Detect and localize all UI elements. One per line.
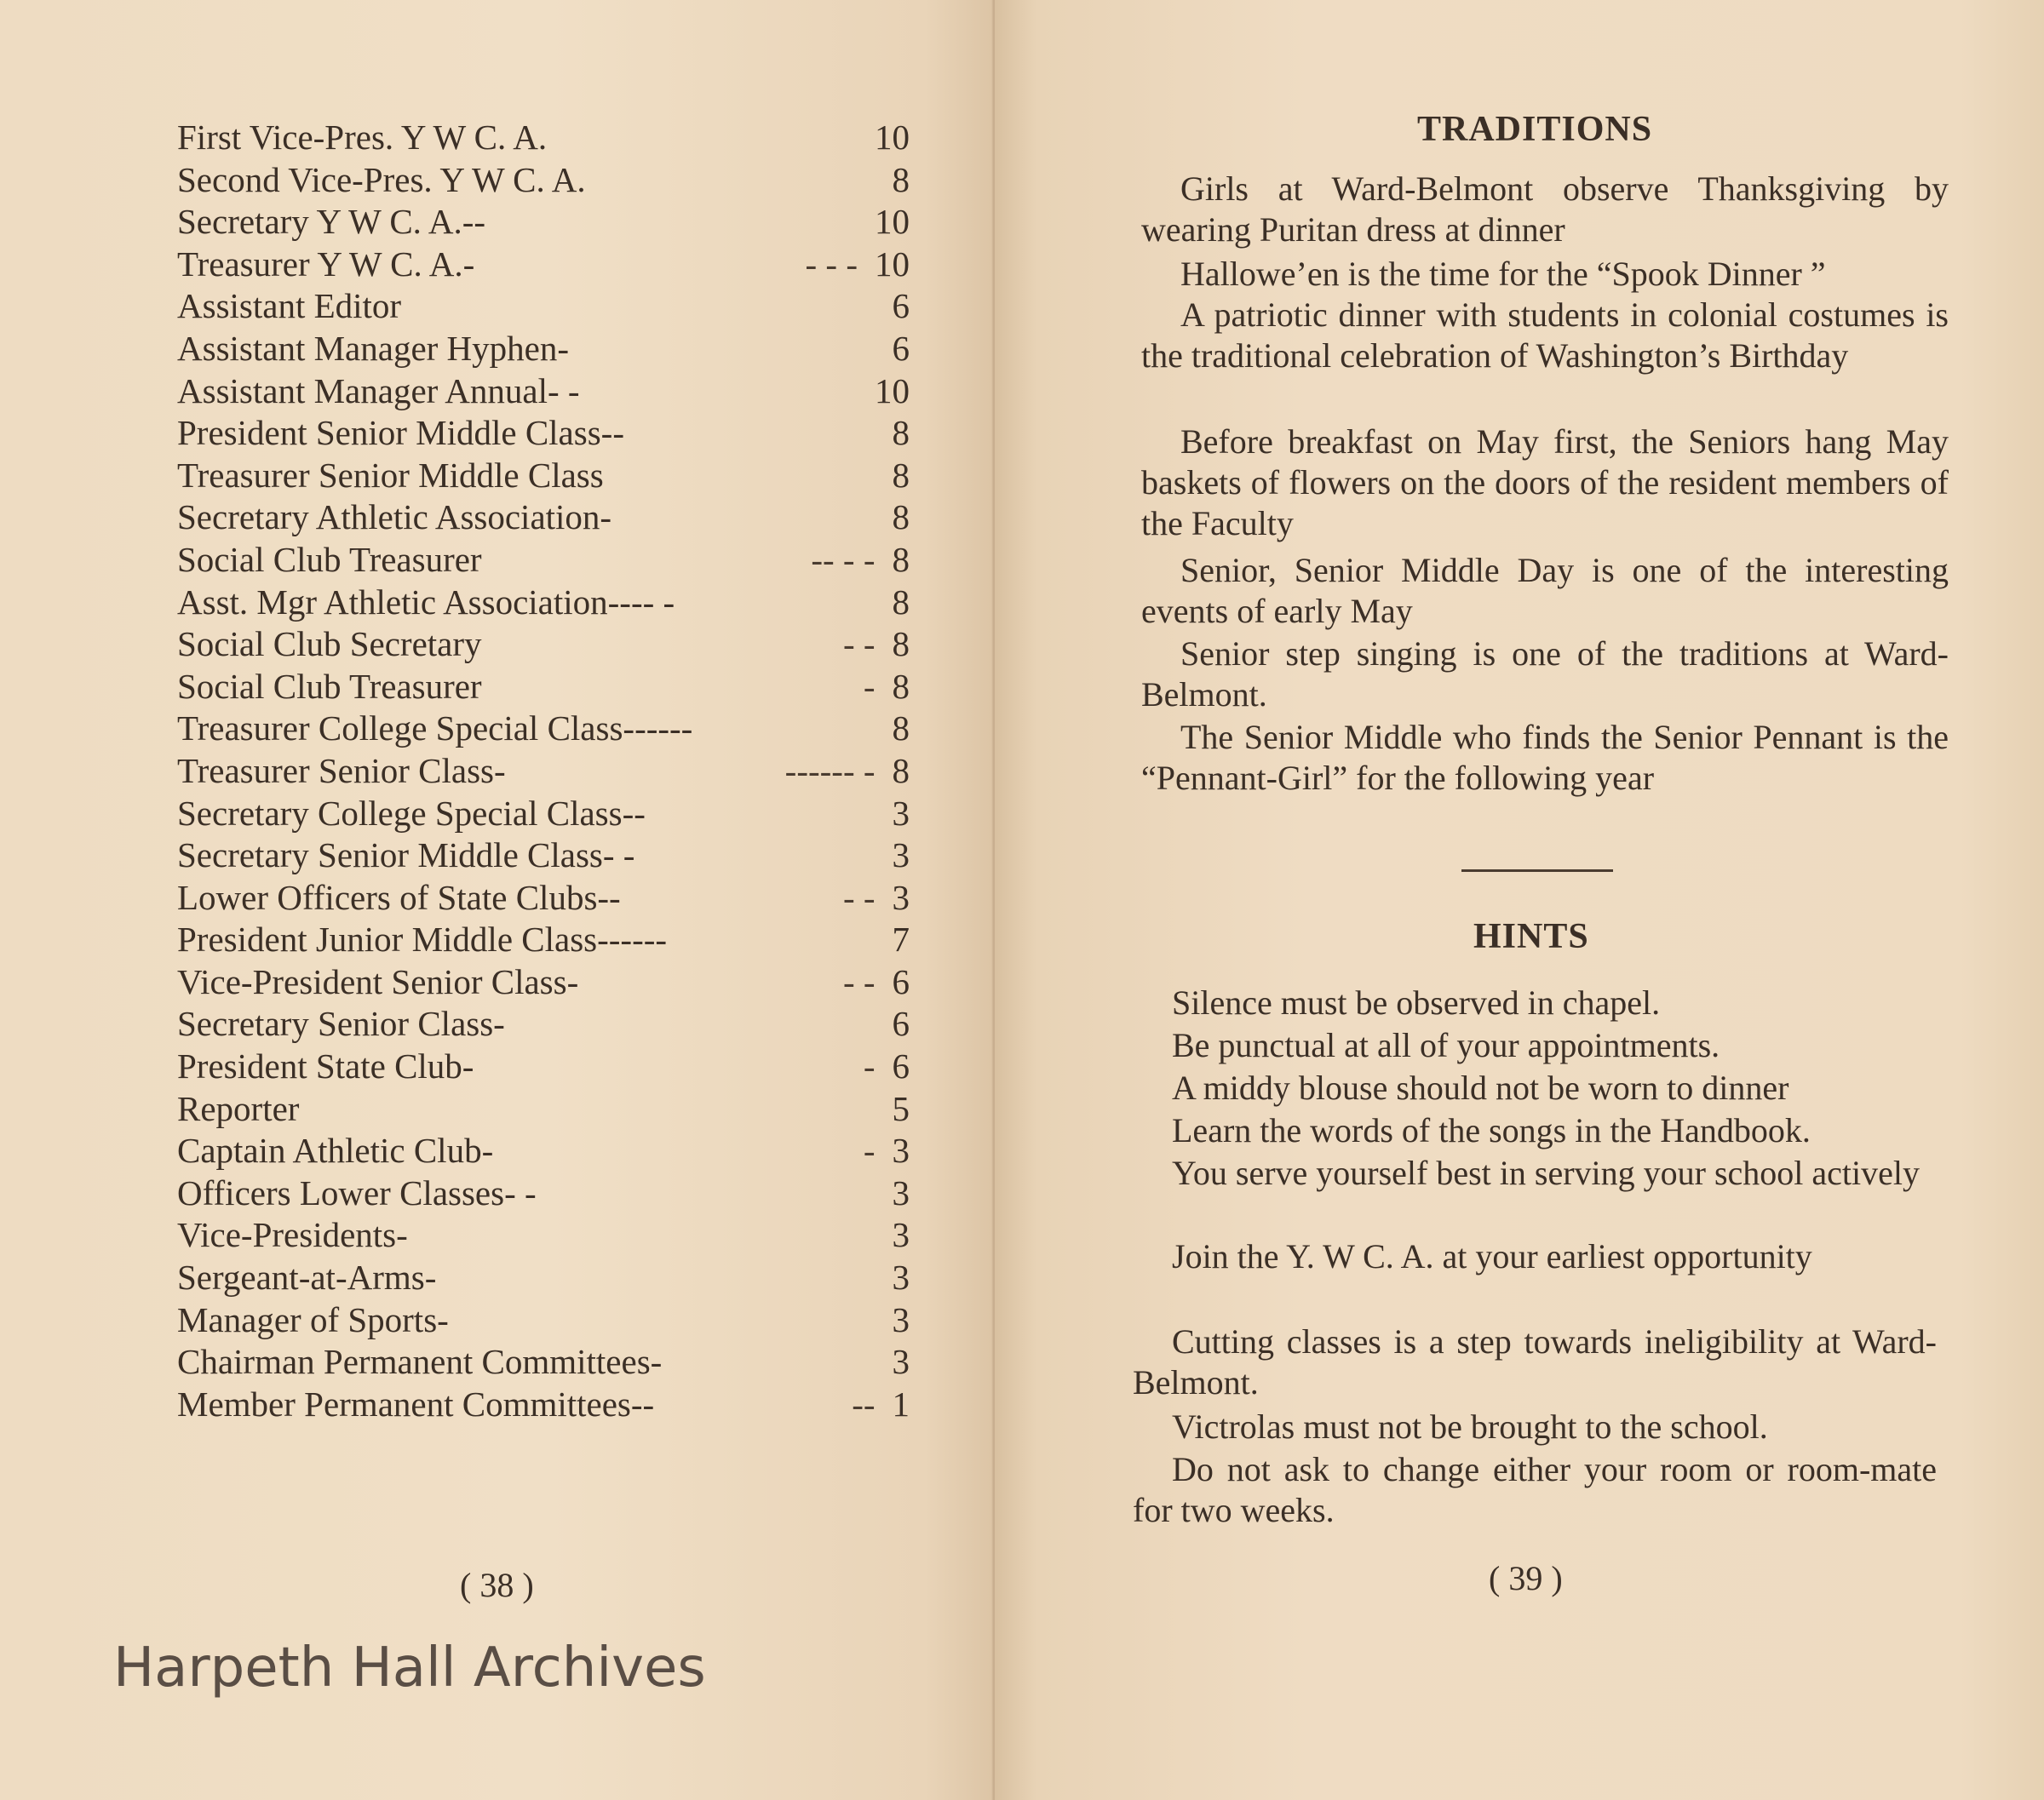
points-value: 8 xyxy=(892,159,910,199)
office-name: Reporter xyxy=(177,1088,300,1128)
page-number-left: ( 38 ) xyxy=(460,1566,534,1604)
points-value: 3 xyxy=(892,1342,910,1382)
hint-paragraph: Cutting classes is a step towards ineligibility at Ward-Belmont. xyxy=(1133,1322,1937,1402)
office-name: Social Club Secretary xyxy=(177,624,482,664)
points-row xyxy=(177,370,910,413)
office-name: Secretary Y W C. A.-- xyxy=(177,202,486,242)
office-name: President State Club- xyxy=(177,1046,474,1086)
tradition-paragraph: A patriotic dinner with students in colonial costumes is the traditional celebration of Washington’s Birthday xyxy=(1141,295,1949,375)
hint-paragraph: A middy blouse should not be worn to dinner xyxy=(1172,1069,1789,1107)
points-row xyxy=(177,1257,910,1299)
hint-paragraph: Silence must be observed in chapel. xyxy=(1172,983,1661,1022)
points-value: 8 xyxy=(892,708,910,748)
hints-heading: HINTS xyxy=(1473,917,1589,956)
tradition-paragraph: Senior step singing is one of the traditions at Ward-Belmont. xyxy=(1141,634,1949,714)
points-row xyxy=(177,244,910,286)
office-name: Secretary Senior Class- xyxy=(177,1004,505,1044)
points-value: 3 xyxy=(892,1258,910,1298)
points-row xyxy=(177,793,910,835)
points-row xyxy=(177,1088,910,1131)
points-row xyxy=(177,708,910,750)
points-value: 10 xyxy=(875,202,910,242)
dot-leader: - xyxy=(863,666,876,706)
tradition-paragraph: Senior, Senior Middle Day is one of the interesting events of early May xyxy=(1141,551,1949,630)
points-row xyxy=(177,412,910,455)
points-row xyxy=(177,1046,910,1088)
points-row xyxy=(177,328,910,370)
left-page xyxy=(0,0,995,1800)
hint-paragraph: You serve yourself best in serving your school actively xyxy=(1172,1154,1921,1192)
archive-watermark: Harpeth Hall Archives xyxy=(113,1637,706,1700)
office-name: Treasurer Senior Middle Class xyxy=(177,455,604,495)
tradition-paragraph: Girls at Ward-Belmont observe Thanksgiving by wearing Puritan dress at dinner xyxy=(1141,169,1949,249)
points-value: 8 xyxy=(892,497,910,537)
office-name: Vice-President Senior Class- xyxy=(177,961,579,1001)
office-name: Captain Athletic Club- xyxy=(177,1131,494,1171)
office-name: Second Vice-Pres. Y W C. A. xyxy=(177,159,586,199)
points-row xyxy=(177,1384,910,1426)
tradition-paragraph: The Senior Middle who finds the Senior Pennant is the “Pennant-Girl” for the following year xyxy=(1141,718,1949,797)
office-name: First Vice-Pres. Y W C. A. xyxy=(177,118,548,157)
office-name: President Senior Middle Class-- xyxy=(177,413,624,453)
points-row xyxy=(177,1172,910,1215)
points-value: 6 xyxy=(892,286,910,326)
points-row xyxy=(177,1130,910,1172)
points-value: 3 xyxy=(892,1131,910,1171)
points-row xyxy=(177,455,910,497)
points-row xyxy=(177,201,910,244)
section-divider xyxy=(1461,869,1613,872)
office-name: Lower Officers of State Clubs-- xyxy=(177,877,621,917)
points-row xyxy=(177,539,910,582)
points-value: 6 xyxy=(892,328,910,368)
office-name: Treasurer College Special Class------ xyxy=(177,708,693,748)
points-value: 8 xyxy=(892,455,910,495)
dot-leader: -- xyxy=(852,1384,876,1424)
points-row xyxy=(177,285,910,328)
tradition-paragraph: Before breakfast on May first, the Seniors hang May baskets of flowers on the doors of the resident members of the Faculty xyxy=(1141,422,1949,542)
points-value: 6 xyxy=(892,1004,910,1044)
dot-leader: -- - - xyxy=(811,539,876,579)
points-value: 10 xyxy=(875,370,910,410)
points-row xyxy=(177,1214,910,1257)
office-name: Assistant Manager Hyphen- xyxy=(177,328,570,368)
points-row xyxy=(177,750,910,793)
points-value: 7 xyxy=(892,920,910,960)
points-row xyxy=(177,1003,910,1046)
dot-leader: - xyxy=(863,1131,876,1171)
dot-leader: - - - xyxy=(805,244,858,284)
points-value: 3 xyxy=(892,835,910,875)
points-row xyxy=(177,834,910,877)
points-value: 3 xyxy=(892,1172,910,1212)
dot-leader: - - xyxy=(842,961,876,1001)
office-name: Vice-Presidents- xyxy=(177,1215,408,1255)
points-value: 3 xyxy=(892,1299,910,1339)
office-name: Treasurer Senior Class- xyxy=(177,750,506,790)
points-value: 10 xyxy=(875,244,910,284)
office-name: President Junior Middle Class------ xyxy=(177,920,668,960)
points-value: 1 xyxy=(892,1384,910,1424)
office-name: Assistant Editor xyxy=(177,286,402,326)
points-value: 8 xyxy=(892,582,910,622)
hint-paragraph: Join the Y. W C. A. at your earliest opportunity xyxy=(1172,1237,1812,1275)
traditions-heading: TRADITIONS xyxy=(1417,110,1653,149)
dot-leader: ------ - xyxy=(784,750,876,790)
office-name: Social Club Treasurer xyxy=(177,539,482,579)
points-row xyxy=(177,961,910,1004)
points-row xyxy=(177,1299,910,1342)
page-number-right: ( 39 ) xyxy=(1489,1559,1563,1597)
points-row xyxy=(177,623,910,666)
office-name: Secretary Senior Middle Class- - xyxy=(177,835,635,875)
points-value: 8 xyxy=(892,666,910,706)
office-name: Secretary Athletic Association- xyxy=(177,497,612,537)
points-value: 5 xyxy=(892,1088,910,1128)
points-row xyxy=(177,666,910,708)
points-value: 3 xyxy=(892,877,910,917)
points-value: 8 xyxy=(892,539,910,579)
points-value: 10 xyxy=(875,118,910,157)
points-value: 6 xyxy=(892,1046,910,1086)
dot-leader: - xyxy=(863,1046,876,1086)
office-name: Chairman Permanent Committees- xyxy=(177,1342,663,1382)
points-value: 3 xyxy=(892,793,910,833)
hint-paragraph: Learn the words of the songs in the Handbook. xyxy=(1172,1111,1811,1149)
office-name: Asst. Mgr Athletic Association---- - xyxy=(177,582,675,622)
office-name: Assistant Manager Annual- - xyxy=(177,370,580,410)
points-value: 3 xyxy=(892,1215,910,1255)
points-value: 8 xyxy=(892,750,910,790)
points-value: 6 xyxy=(892,961,910,1001)
office-name: Secretary College Special Class-- xyxy=(177,793,646,833)
dot-leader: - - xyxy=(842,624,876,664)
hint-paragraph: Be punctual at all of your appointments. xyxy=(1172,1026,1720,1064)
points-value: 8 xyxy=(892,624,910,664)
hint-paragraph: Do not ask to change either your room or room-mate for two weeks. xyxy=(1133,1450,1937,1529)
hint-paragraph: Victrolas must not be brought to the school. xyxy=(1172,1407,1768,1446)
points-row xyxy=(177,919,910,961)
points-row xyxy=(177,582,910,624)
points-row xyxy=(177,117,910,159)
tradition-paragraph: Hallowe’en is the time for the “Spook Dinner ” xyxy=(1180,255,1826,293)
office-name: Treasurer Y W C. A.- xyxy=(177,244,475,284)
points-row xyxy=(177,496,910,539)
office-name: Sergeant-at-Arms- xyxy=(177,1258,437,1298)
points-row xyxy=(177,1341,910,1384)
office-name: Member Permanent Committees-- xyxy=(177,1384,655,1424)
points-value: 8 xyxy=(892,413,910,453)
points-list xyxy=(177,117,910,1425)
office-name: Manager of Sports- xyxy=(177,1299,449,1339)
points-row xyxy=(177,159,910,202)
points-row xyxy=(177,877,910,920)
dot-leader: - - xyxy=(842,877,876,917)
office-name: Officers Lower Classes- - xyxy=(177,1172,537,1212)
office-name: Social Club Treasurer xyxy=(177,666,482,706)
